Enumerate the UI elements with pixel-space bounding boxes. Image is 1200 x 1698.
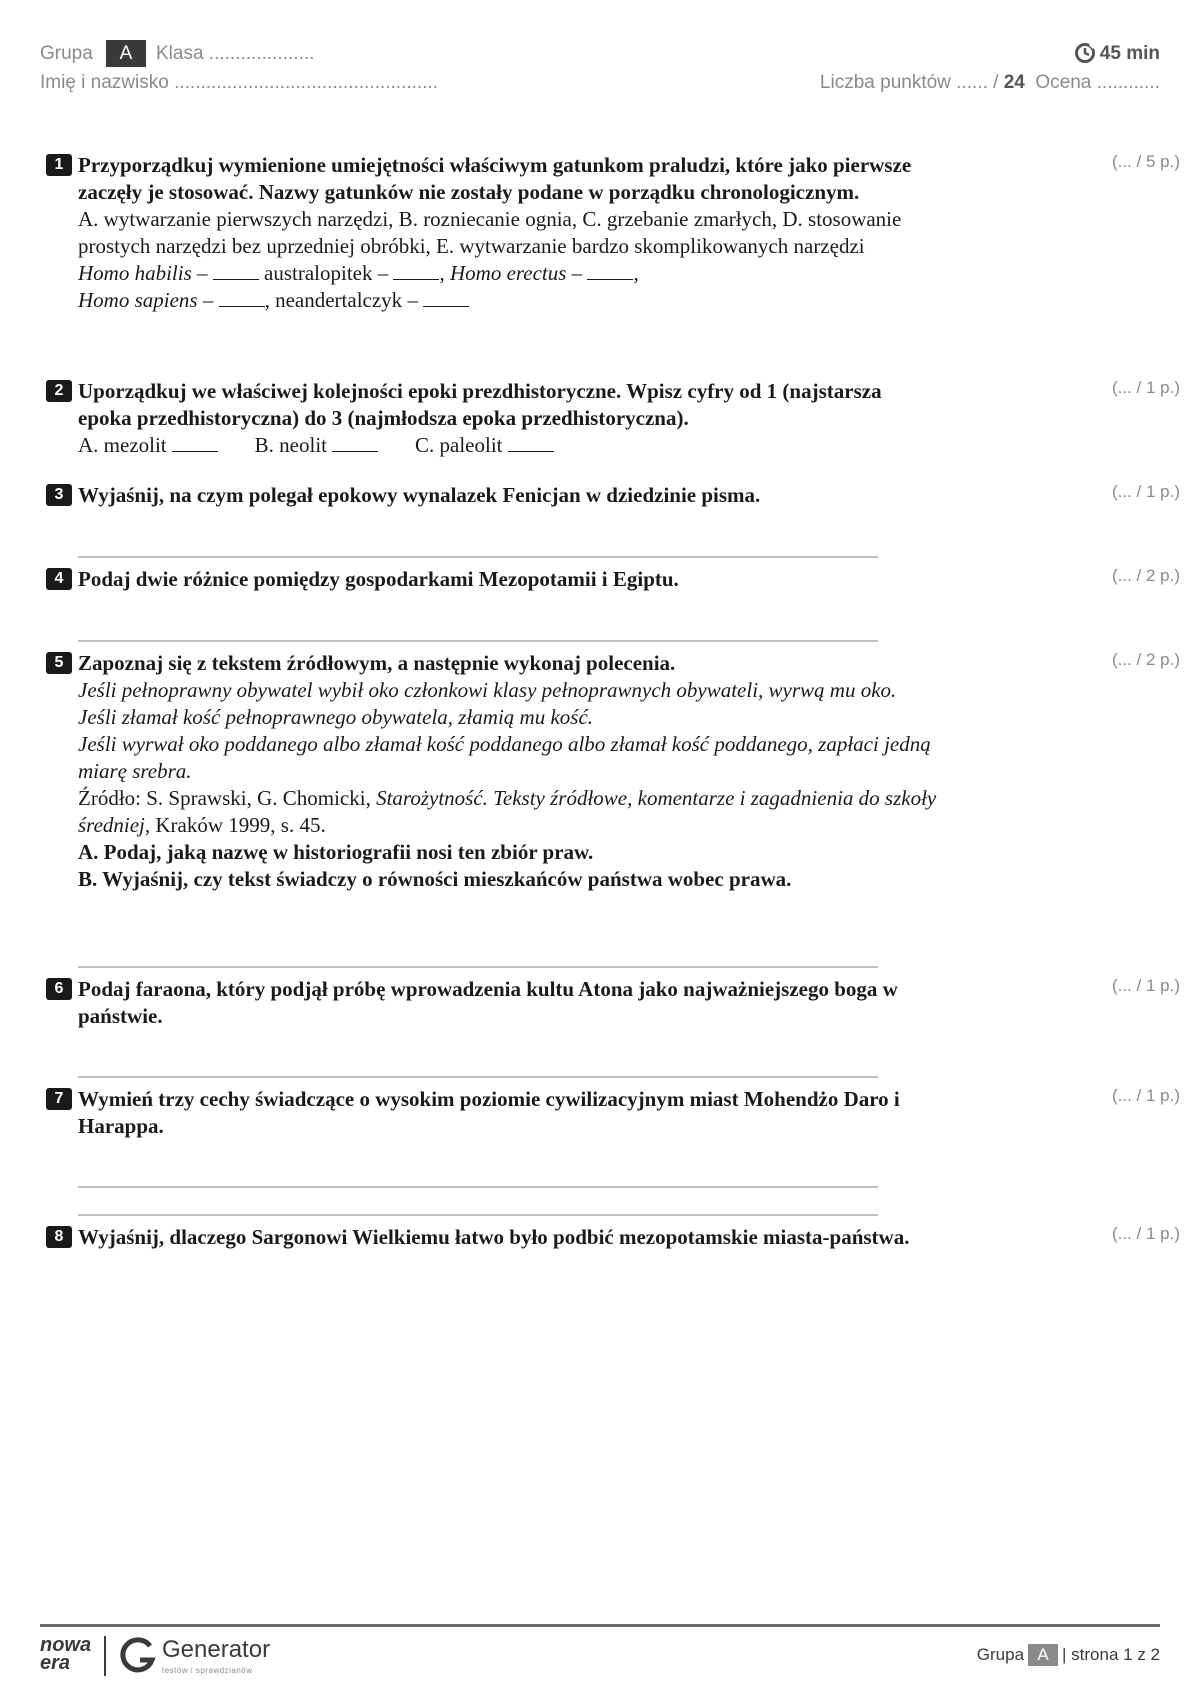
task-body — [78, 482, 940, 509]
grade-field: Ocena ............ — [1035, 72, 1160, 93]
species-name: australopitek – — [264, 261, 389, 285]
task-number: 5 — [46, 652, 72, 674]
answer-blank[interactable] — [332, 433, 378, 452]
generator-g-icon — [118, 1636, 158, 1676]
task-number: 6 — [46, 978, 72, 1000]
task-body — [78, 1224, 940, 1251]
group-badge: A — [106, 40, 146, 67]
task-body — [78, 1086, 940, 1140]
task-question: Przyporządkuj wymienione umiejętności właściwym gatunkom praludzi, które jako pierwsze zaczęły je stosować. Nazwy gatunków nie zostały podane w porządku chronologicznym. — [78, 153, 912, 204]
task-points: (... / 2 p.) — [1111, 566, 1180, 585]
publisher-logo — [40, 1632, 280, 1682]
task-points: (... / 1 p.) — [1111, 378, 1180, 397]
answer-blank[interactable] — [172, 433, 218, 452]
answer-line[interactable] — [78, 1076, 878, 1078]
task-question: Wymień trzy cechy świadczące o wysokim poziomie cywilizacyjnym miast Mohendżo Daro i Harappa. — [78, 1087, 900, 1138]
task-question: Wyjaśnij, dlaczego Sargonowi Wielkiemu łatwo było podbić mezopotamskie miasta-państwa. — [78, 1225, 910, 1249]
task-1 — [46, 152, 1180, 352]
answer-blank[interactable] — [219, 288, 265, 307]
task-question: Podaj dwie różnice pomiędzy gospodarkami Mezopotamii i Egiptu. — [78, 567, 679, 591]
task-points: (... / 1 p.) — [1111, 1086, 1180, 1105]
task-question: Wyjaśnij, na czym polegał epokowy wynalazek Fenicjan w dziedzinie pisma. — [78, 483, 761, 507]
task-5 — [46, 650, 1180, 920]
source-text: Jeśli wyrwał oko poddanego albo złamał kość poddanego albo złamał kość poddanego, zapłaci jedną miarę srebra. — [78, 732, 931, 783]
points-max: 24 — [1003, 72, 1025, 93]
points-label: Liczba punktów ...... / — [819, 72, 999, 93]
task-body — [78, 566, 940, 593]
epoch-item: B. neolit — [254, 433, 327, 457]
task-number: 1 — [46, 154, 72, 176]
logo-word-nowa: nowa — [40, 1634, 92, 1656]
task-points: (... / 1 p.) — [1111, 1224, 1180, 1243]
score-fields — [820, 72, 1160, 94]
answer-line[interactable] — [78, 556, 878, 558]
answer-blank[interactable] — [393, 261, 439, 280]
species-name: Homo erectus – — [449, 261, 583, 285]
page-number: | strona 1 z 2 — [1062, 1645, 1160, 1664]
task-body — [78, 650, 940, 893]
answer-line[interactable] — [78, 966, 878, 968]
source-citation — [78, 785, 940, 839]
subtask-b: B. Wyjaśnij, czy tekst świadczy o równości mieszkańców państwa wobec prawa. — [78, 867, 792, 891]
page-indicator — [977, 1644, 1160, 1666]
answer-line[interactable] — [78, 1214, 878, 1216]
time-limit — [1074, 42, 1160, 65]
generator-wordmark: Generator — [162, 1636, 271, 1663]
task-question: Podaj faraona, który podjął próbę wprowadzenia kultu Atona jako najważniejszego boga w państwie. — [78, 977, 898, 1028]
task-3 — [46, 482, 1180, 522]
species-name: neandertalczyk – — [275, 288, 418, 312]
task-number: 4 — [46, 568, 72, 590]
order-items — [78, 432, 940, 459]
species-name: Homo sapiens – — [78, 288, 214, 312]
task-number: 7 — [46, 1088, 72, 1110]
answer-blank[interactable] — [508, 433, 554, 452]
footer-group-badge: A — [1028, 1644, 1058, 1666]
time-value: 45 min — [1099, 43, 1160, 64]
task-points: (... / 1 p.) — [1111, 482, 1180, 501]
group-label: Grupa — [40, 43, 93, 64]
answer-line-1: Homo habilis – australopitek – , Homo erectus – , — [78, 261, 639, 285]
citation-title: Starożytność. Teksty źródłowe, komentarze i zagadnienia do szkoły średniej — [78, 786, 937, 837]
task-points: (... / 1 p.) — [1111, 976, 1180, 995]
answer-blank[interactable] — [423, 288, 469, 307]
task-points: (... / 5 p.) — [1111, 152, 1180, 171]
task-body — [78, 378, 940, 459]
logo-separator — [104, 1636, 106, 1676]
task-4 — [46, 566, 1180, 606]
source-text: Jeśli złamał kość pełnoprawnego obywatela, złamią mu kość. — [78, 705, 594, 729]
footer-group-label: Grupa — [976, 1645, 1025, 1664]
answer-line-2: Homo sapiens – , neandertalczyk – — [78, 287, 940, 314]
subtask-a: A. Podaj, jaką nazwę w historiografii nosi ten zbiór praw. — [78, 840, 594, 864]
clock-icon — [1074, 42, 1096, 64]
task-number: 3 — [46, 484, 72, 506]
epoch-item: A. mezolit — [78, 433, 167, 457]
class-field: Klasa .................... — [156, 43, 315, 64]
task-number: 8 — [46, 1226, 72, 1248]
footer-divider — [40, 1624, 1160, 1627]
answer-blank[interactable] — [213, 261, 259, 280]
task-7 — [46, 1086, 1180, 1146]
task-body — [78, 976, 940, 1030]
epoch-item: C. paleolit — [415, 433, 503, 457]
task-options: A. wytwarzanie pierwszych narzędzi, B. rozniecanie ognia, C. grzebanie zmarłych, D. stosowanie prostych narzędzi bez uprzedniej obróbki, E. wytwarzanie bardzo skomplikowanych narzędzi — [78, 207, 902, 258]
page-header — [40, 40, 1160, 100]
task-2 — [46, 378, 1180, 468]
answer-blank[interactable] — [587, 261, 633, 280]
task-question: Zapoznaj się z tekstem źródłowym, a następnie wykonaj polecenia. — [78, 651, 676, 675]
answer-line[interactable] — [78, 1186, 878, 1188]
logo-word-era: era — [40, 1652, 71, 1674]
task-points: (... / 2 p.) — [1111, 650, 1180, 669]
answer-line[interactable] — [78, 640, 878, 642]
source-text: Jeśli pełnoprawny obywatel wybił oko członkowi klasy pełnoprawnych obywateli, wyrwą mu oko. — [78, 678, 897, 702]
name-field: Imię i nazwisko .................................................. — [40, 72, 439, 93]
task-number: 2 — [46, 380, 72, 402]
task-body — [78, 152, 940, 314]
nowa-era-logo — [40, 1636, 91, 1672]
task-6 — [46, 976, 1180, 1036]
species-name: Homo habilis – — [78, 261, 208, 285]
task-8 — [46, 1224, 1180, 1284]
task-question: Uporządkuj we właściwej kolejności epoki prezdhistoryczne. Wpisz cyfry od 1 (najstarsza epoka przedhistoryczna) do 3 (najmłodsza epoka przedhistoryczna). — [78, 379, 882, 430]
generator-tagline: testów i sprawdzianów — [162, 1666, 253, 1675]
citation-publication: , Kraków 1999, s. 45. — [144, 813, 326, 837]
citation-authors: Źródło: S. Sprawski, G. Chomicki, — [78, 786, 371, 810]
